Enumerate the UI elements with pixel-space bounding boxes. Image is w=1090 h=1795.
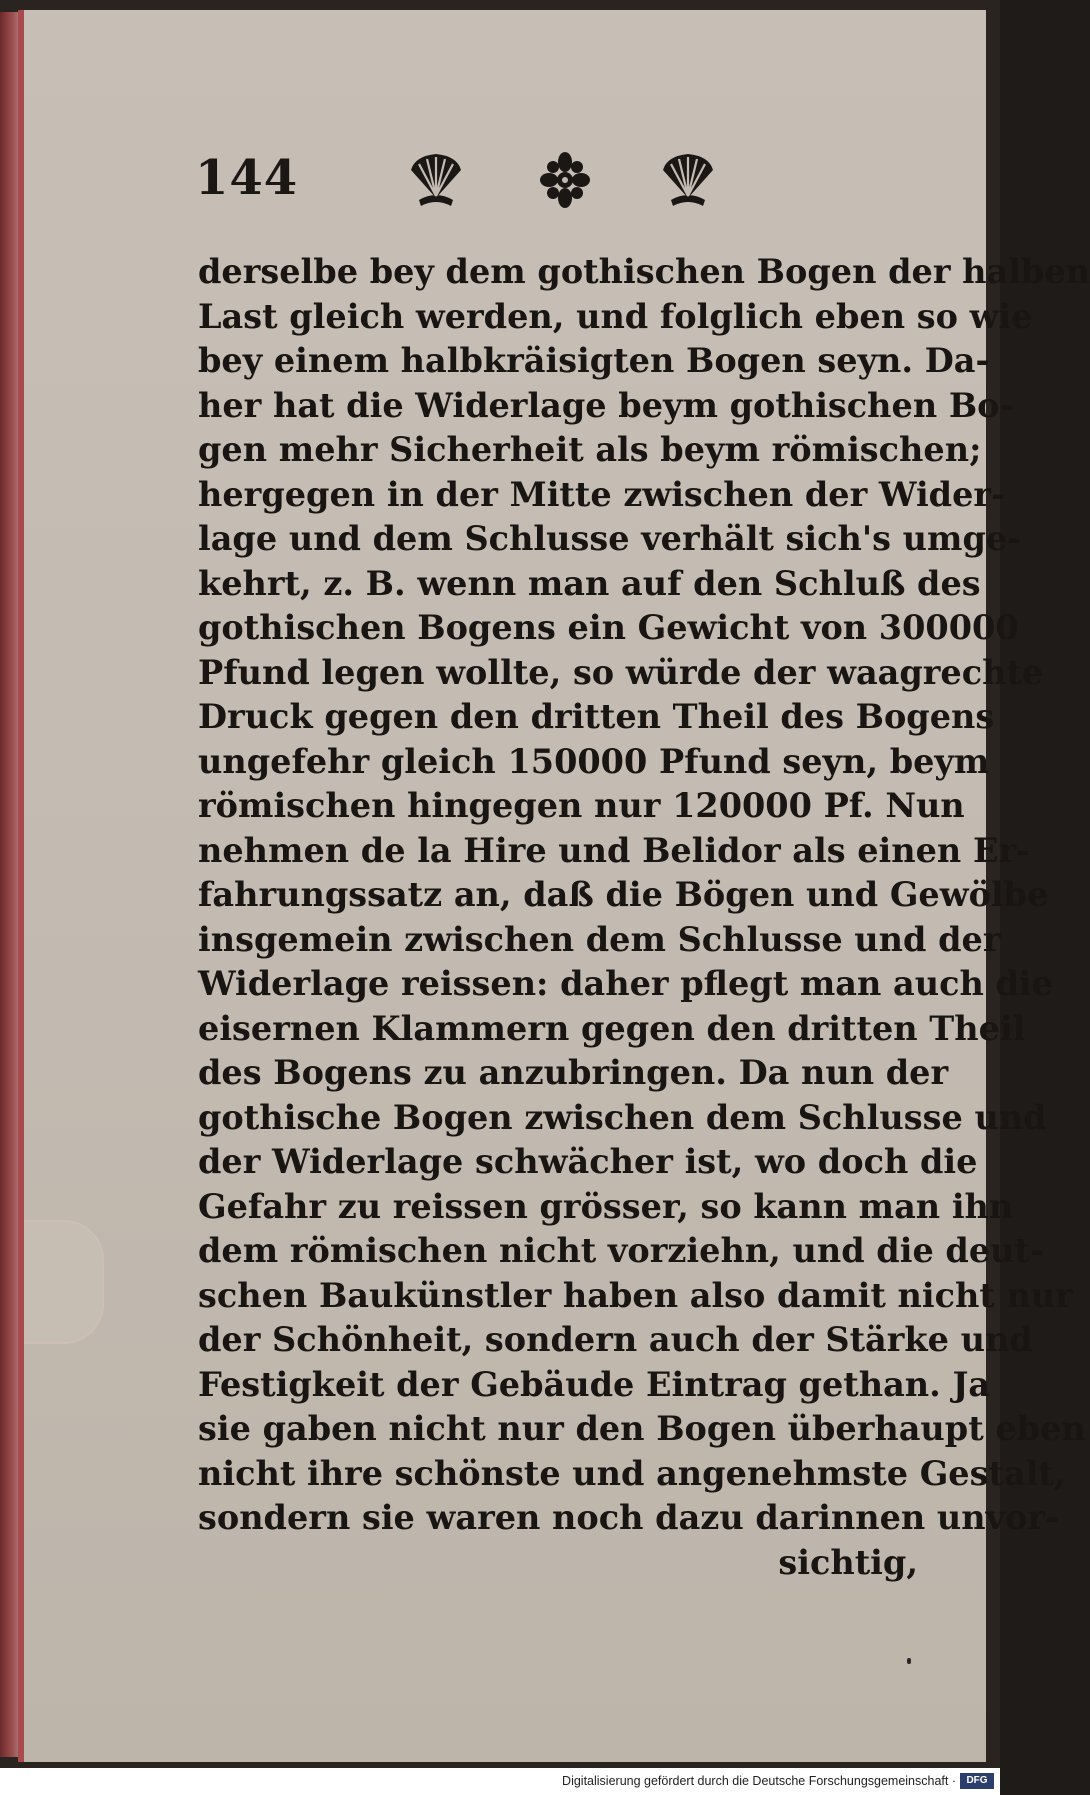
page-tab-mark — [24, 1220, 104, 1344]
text-line: derselbe bey dem gothischen Bogen der halben — [198, 252, 1090, 291]
text-line: Festigkeit der Gebäude Eintrag gethan. Ja — [198, 1364, 991, 1404]
digitization-footer — [0, 1768, 1000, 1795]
text-line: nicht ihre schönste und angenehmste Gestalt, — [198, 1453, 1066, 1493]
text-line: dem römischen nicht vorziehn, und die deut- — [198, 1231, 1044, 1270]
shell-ornament-icon — [657, 150, 719, 210]
text-line: insgemein zwischen dem Schlusse und der — [198, 919, 1001, 959]
footer-credit: Digitalisierung gefördert durch die Deutsche Forschungsgemeinschaft · — [562, 1774, 956, 1788]
text-line: gothischen Bogens ein Gewicht von 300000 — [198, 608, 1019, 647]
text-line: Pfund legen wollte, so würde der waagrechte — [198, 652, 1044, 692]
text-line: eisernen Klammern gegen den dritten Theil — [198, 1008, 1026, 1048]
text-line: her hat die Widerlage beym gothischen Bo- — [198, 385, 1014, 425]
text-line: Last gleich werden, und folglich eben so wie — [198, 296, 1033, 336]
text-line: fahrungssatz an, daß die Bögen und Gewölbe — [198, 875, 1049, 914]
ink-speck — [907, 1658, 911, 1664]
text-line: schen Baukünstler haben also damit nicht nur — [198, 1275, 1073, 1315]
body-text — [198, 250, 1090, 1585]
text-line: hergegen in der Mitte zwischen der Wider- — [198, 474, 1005, 514]
text-line: nehmen de la Hire und Belidor als einen Er- — [198, 830, 1031, 870]
page-number: 144 — [195, 150, 299, 206]
text-line: der Widerlage schwächer ist, wo doch die — [198, 1142, 978, 1181]
catchword: sichtig, — [778, 1542, 918, 1582]
text-line: gothische Bogen zwischen dem Schlusse und — [198, 1097, 1047, 1137]
text-line: kehrt, z. B. wenn man auf den Schluß des — [198, 563, 981, 603]
dfg-logo: DFG — [960, 1773, 994, 1789]
shell-ornament-icon — [405, 150, 467, 210]
text-line: gen mehr Sicherheit als beym römischen; — [198, 430, 982, 469]
text-line: Druck gegen den dritten Theil des Bogens — [198, 697, 995, 736]
text-line: der Schönheit, sondern auch der Stärke und — [198, 1320, 1033, 1359]
text-line: römischen hingegen nur 120000 Pf. Nun — [198, 786, 965, 825]
text-line: bey einem halbkräisigten Bogen seyn. Da- — [198, 341, 990, 380]
text-line: Widerlage reissen: daher pflegt man auch die — [198, 964, 1053, 1003]
page-header — [195, 150, 755, 220]
text-line: des Bogens zu anzubringen. Da nun der — [198, 1053, 949, 1092]
text-line: Gefahr zu reissen grösser, so kann man ihn — [198, 1186, 1014, 1226]
text-line: sie gaben nicht nur den Bogen überhaupt eben — [198, 1409, 1086, 1448]
text-line: ungefehr gleich 150000 Pfund seyn, beym — [198, 741, 990, 781]
flower-ornament-icon — [541, 150, 589, 210]
text-line: sondern sie waren noch dazu darinnen unvor- — [198, 1498, 1059, 1537]
text-line: lage und dem Schlusse verhält sich's umge- — [198, 519, 1022, 558]
